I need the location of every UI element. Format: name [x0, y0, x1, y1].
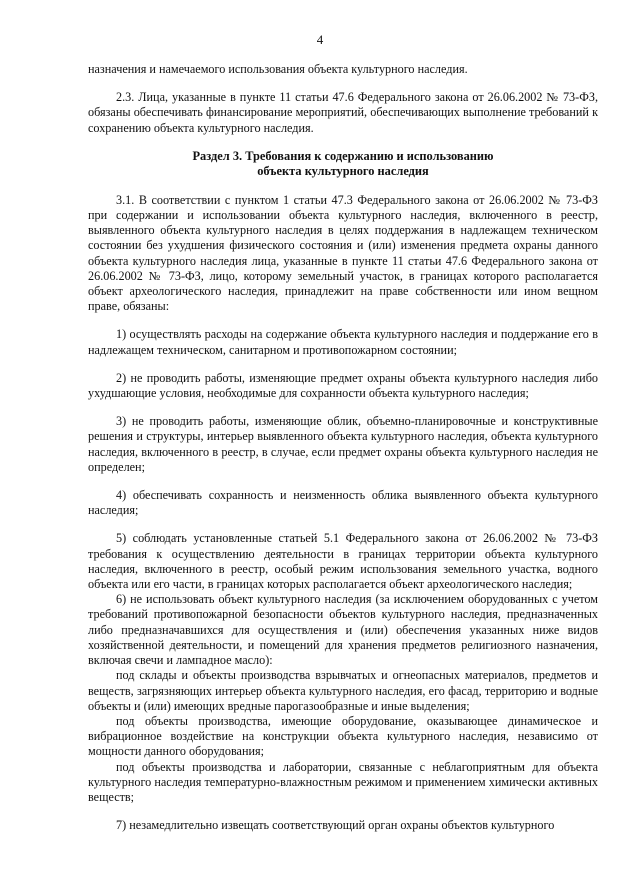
list-item-2: 2) не проводить работы, изменяющие предмет охраны объекта культурного наследия либо ухудшающие условия, необходимые для сохранности объекта культурного наследия; — [88, 370, 598, 401]
paragraph-2-3: 2.3. Лица, указанные в пункте 11 статьи 47.6 Федерального закона от 26.06.2002 № 73-ФЗ, обязаны обеспечивать финансирование мероприятий, обеспечивающих выполнение требований к сохранению объекта культурного наследия. — [88, 90, 598, 135]
list-item-6: 6) не использовать объект культурного наследия (за исключением оборудованных с учетом требований противопожарной безопасности объектов культурного наследия, предназначенных либо предназначавшихся для осуществления и (или) обеспечения указанных ниже видов хозяйственной деятельности, и помещений для хранения предметов религиозного назначения, включая свечи и лампадное масло): — [88, 592, 598, 668]
document-body — [88, 62, 598, 833]
list-item-7: 7) незамедлительно извещать соответствующий орган охраны объектов культурного — [116, 818, 555, 833]
sub-item-3: под объекты производства и лаборатории, связанные с неблагоприятным для объекта культурного наследия температурно-влажностным режимом и применением химически активных веществ; — [88, 759, 598, 804]
list-item-5: 5) соблюдать установленные статьей 5.1 Федерального закона от 26.06.2002 № 73-ФЗ требования к осуществлению деятельности в границах территории объекта культурного наследия, включенного в реестр, особый режим использования земельного участка, водного объекта или его части, в границах которых располагается объект археологического наследия; — [88, 531, 598, 592]
paragraph-3-1: 3.1. В соответствии с пунктом 1 статьи 47.3 Федерального закона от 26.06.2002 № 73-ФЗ при содержании и использовании объекта культурного наследия, включенного в реестр, выявленного объекта культурного наследия в целях поддержания в надлежащем техническом состоянии без ухудшения физического состояния и (или) изменения предмета охраны данного объекта культурного наследия лица, указанные в пункте 11 статьи 47.6 Федерального закона от 26.06.2002 № 73-ФЗ, лицо, которому земельный участок, в границах которого располагается объект археологического наследия, принадлежит на праве собственности или ином вещном праве, обязаны: — [88, 192, 598, 314]
list-item-3: 3) не проводить работы, изменяющие облик, объемно-планировочные и конструктивные решения и структуры, интерьер выявленного объекта культурного наследия, объекта культурного наследия, включенного в реестр, в случае, если предмет охраны объекта культурного наследия не определен; — [88, 414, 598, 474]
list-item-1: 1) осуществлять расходы на содержание объекта культурного наследия и поддержание его в надлежащем техническом, санитарном и противопожарном состоянии; — [88, 327, 598, 357]
paragraph-continuation: назначения и намечаемого использования объекта культурного наследия. — [88, 62, 468, 76]
sub-item-2: под объекты производства, имеющие оборудование, оказывающее динамическое и вибрационное воздействие на конструкции объекта культурного наследия, независимо от мощности данного оборудования; — [88, 713, 598, 759]
sub-item-1: под склады и объекты производства взрывчатых и огнеопасных материалов, предметов и веществ, загрязняющих интерьер объекта культурного наследия, его фасад, территорию и водные объекты и (или) имеющих вредные парогазообразные и иные выделения; — [88, 668, 598, 713]
section-heading-line1: Раздел 3. Требования к содержанию и использованию — [192, 148, 494, 163]
page-number: 4 — [316, 32, 324, 47]
list-item-4: 4) обеспечивать сохранность и неизменность облика выявленного объекта культурного наследия; — [88, 488, 598, 518]
section-heading-line2: объекта культурного наследия — [257, 164, 429, 179]
